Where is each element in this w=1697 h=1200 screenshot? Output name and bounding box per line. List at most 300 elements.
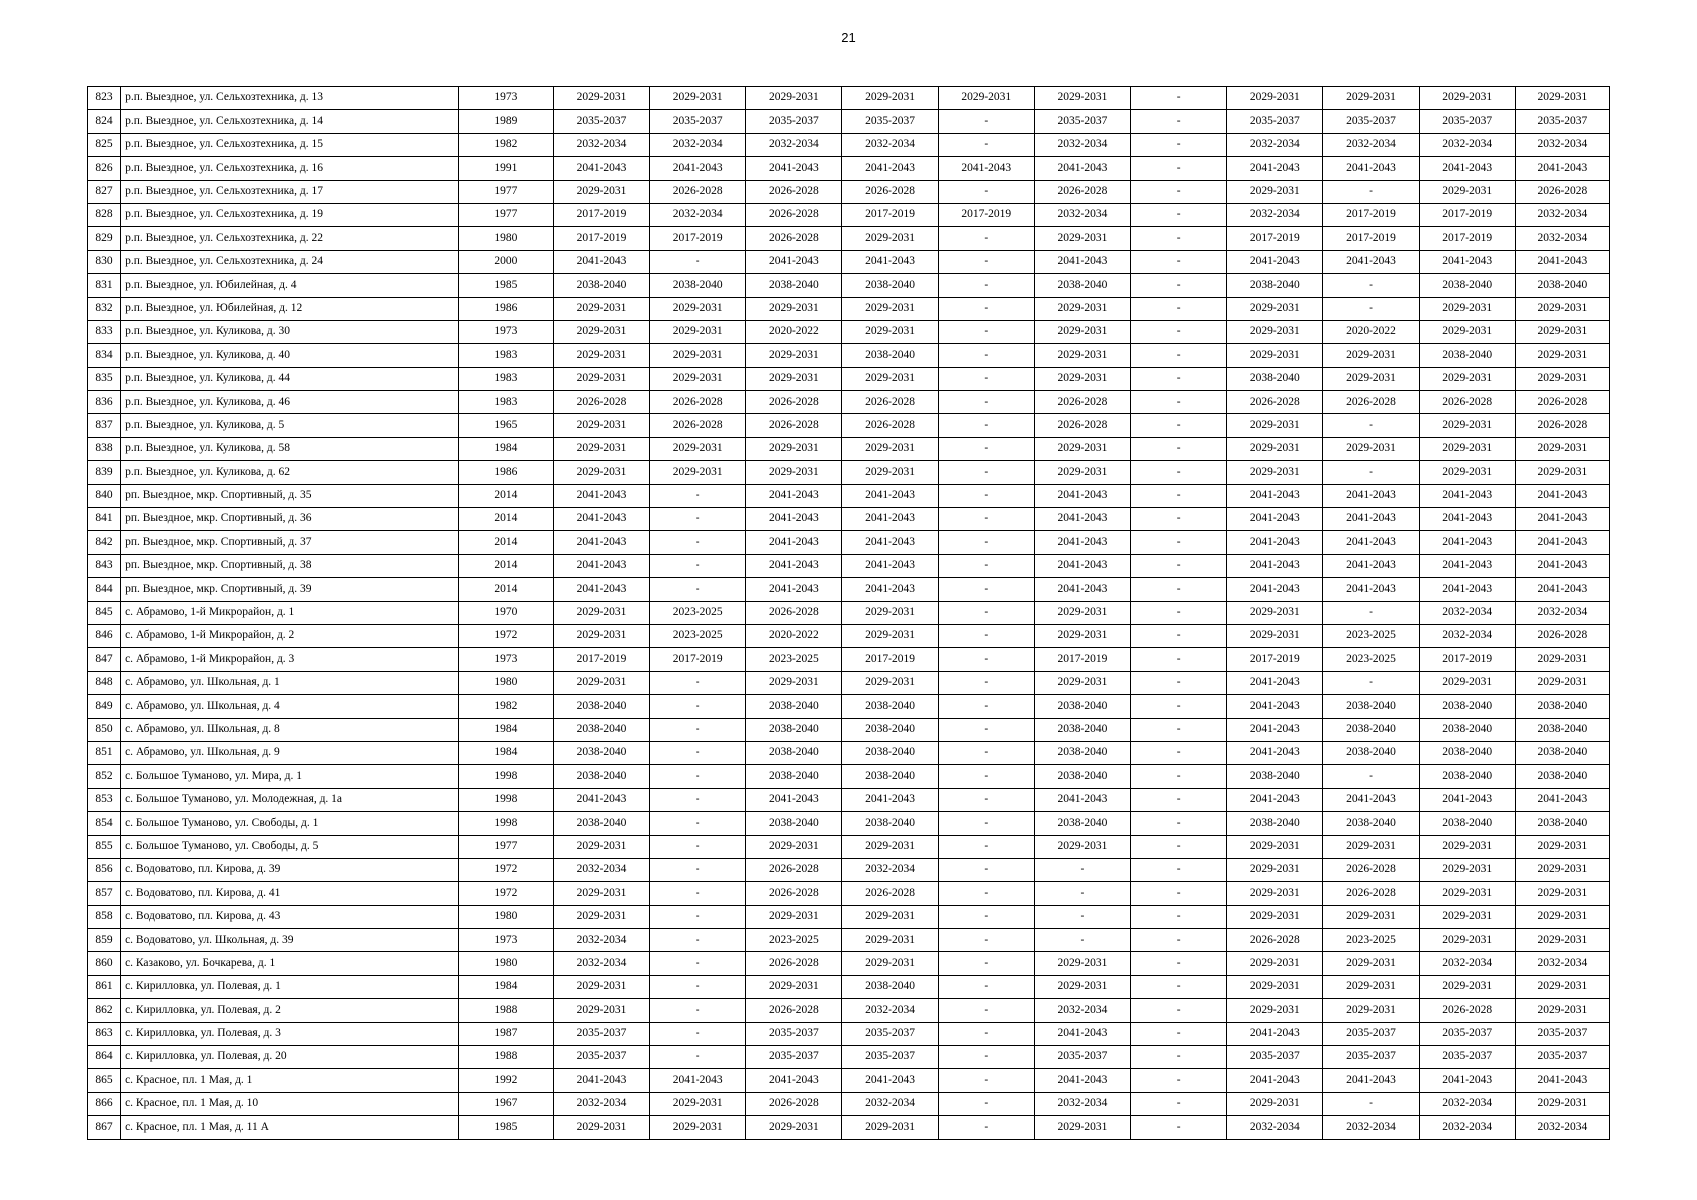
period-cell: 2029-2031 xyxy=(746,367,842,390)
period-cell: 2041-2043 xyxy=(842,531,938,554)
period-cell: 2041-2043 xyxy=(1515,578,1609,601)
period-cell: 2029-2031 xyxy=(650,344,746,367)
period-cell: 2026-2028 xyxy=(746,414,842,437)
year-cell: 1977 xyxy=(458,180,553,203)
period-cell: 2029-2031 xyxy=(746,975,842,998)
period-cell: 2029-2031 xyxy=(746,297,842,320)
period-cell: 2041-2043 xyxy=(1034,578,1130,601)
row-number-cell: 849 xyxy=(88,695,121,718)
period-cell: 2041-2043 xyxy=(746,484,842,507)
year-cell: 1980 xyxy=(458,952,553,975)
period-cell: - xyxy=(1131,344,1227,367)
period-cell: - xyxy=(1323,671,1419,694)
year-cell: 1973 xyxy=(458,87,553,110)
period-cell: - xyxy=(1131,1069,1227,1092)
period-cell: 2029-2031 xyxy=(1515,87,1609,110)
row-number-cell: 832 xyxy=(88,297,121,320)
period-cell: - xyxy=(1131,508,1227,531)
period-cell: 2041-2043 xyxy=(1515,554,1609,577)
period-cell: 2032-2034 xyxy=(1227,133,1323,156)
period-cell: 2029-2031 xyxy=(1515,975,1609,998)
period-cell: 2017-2019 xyxy=(1227,648,1323,671)
period-cell: 2029-2031 xyxy=(1034,437,1130,460)
period-cell: 2026-2028 xyxy=(842,180,938,203)
year-cell: 1984 xyxy=(458,437,553,460)
period-cell: 2029-2031 xyxy=(1227,297,1323,320)
period-cell: 2035-2037 xyxy=(1323,110,1419,133)
table-row xyxy=(88,578,1610,601)
period-cell: - xyxy=(1131,624,1227,647)
period-cell: 2029-2031 xyxy=(1034,624,1130,647)
period-cell: 2029-2031 xyxy=(842,461,938,484)
period-cell: - xyxy=(1131,391,1227,414)
period-cell: 2029-2031 xyxy=(1227,461,1323,484)
row-number-cell: 858 xyxy=(88,905,121,928)
period-cell: - xyxy=(650,905,746,928)
period-cell: - xyxy=(1034,905,1130,928)
row-number-cell: 839 xyxy=(88,461,121,484)
table-row xyxy=(88,437,1610,460)
period-cell: 2023-2025 xyxy=(746,648,842,671)
period-cell: 2026-2028 xyxy=(746,1092,842,1115)
period-cell: - xyxy=(1131,554,1227,577)
period-cell: 2029-2031 xyxy=(1515,297,1609,320)
period-cell: 2029-2031 xyxy=(1034,671,1130,694)
period-cell: 2041-2043 xyxy=(1227,157,1323,180)
period-cell: 2038-2040 xyxy=(746,718,842,741)
period-cell: 2041-2043 xyxy=(1419,788,1515,811)
row-number-cell: 834 xyxy=(88,344,121,367)
period-cell: 2041-2043 xyxy=(842,578,938,601)
period-cell: 2029-2031 xyxy=(650,1092,746,1115)
period-cell: 2032-2034 xyxy=(553,1092,649,1115)
period-cell: - xyxy=(1131,484,1227,507)
period-cell: 2029-2031 xyxy=(553,671,649,694)
period-cell: 2029-2031 xyxy=(842,87,938,110)
period-cell: 2032-2034 xyxy=(553,929,649,952)
period-cell: 2017-2019 xyxy=(650,227,746,250)
period-cell: 2029-2031 xyxy=(1419,461,1515,484)
period-cell: 2032-2034 xyxy=(553,858,649,881)
period-cell: 2029-2031 xyxy=(1515,882,1609,905)
period-cell: - xyxy=(1131,320,1227,343)
period-cell: 2026-2028 xyxy=(650,391,746,414)
period-cell: 2038-2040 xyxy=(842,741,938,764)
table-row xyxy=(88,1046,1610,1069)
period-cell: - xyxy=(938,110,1034,133)
period-cell: - xyxy=(1034,882,1130,905)
period-cell: 2029-2031 xyxy=(553,461,649,484)
period-cell: - xyxy=(1131,718,1227,741)
period-cell: 2020-2022 xyxy=(746,320,842,343)
row-number-cell: 850 xyxy=(88,718,121,741)
table-row xyxy=(88,227,1610,250)
period-cell: - xyxy=(938,274,1034,297)
period-cell: 2029-2031 xyxy=(650,297,746,320)
year-cell: 1972 xyxy=(458,882,553,905)
period-cell: - xyxy=(650,999,746,1022)
period-cell: 2029-2031 xyxy=(842,437,938,460)
table-row xyxy=(88,484,1610,507)
period-cell: 2029-2031 xyxy=(1515,461,1609,484)
period-cell: 2029-2031 xyxy=(553,367,649,390)
row-number-cell: 862 xyxy=(88,999,121,1022)
period-cell: 2041-2043 xyxy=(1227,1022,1323,1045)
address-cell: с. Красное, пл. 1 Мая, д. 10 xyxy=(121,1092,459,1115)
period-cell: 2038-2040 xyxy=(553,741,649,764)
row-number-cell: 835 xyxy=(88,367,121,390)
period-cell: 2032-2034 xyxy=(1419,601,1515,624)
period-cell: 2026-2028 xyxy=(650,180,746,203)
address-cell: с. Кирилловка, ул. Полевая, д. 1 xyxy=(121,975,459,998)
period-cell: - xyxy=(650,554,746,577)
period-cell: - xyxy=(1131,788,1227,811)
period-cell: 2032-2034 xyxy=(1419,1116,1515,1139)
period-cell: 2035-2037 xyxy=(1227,110,1323,133)
period-cell: 2029-2031 xyxy=(1227,601,1323,624)
table-row xyxy=(88,858,1610,881)
row-number-cell: 855 xyxy=(88,835,121,858)
period-cell: 2029-2031 xyxy=(1323,952,1419,975)
row-number-cell: 844 xyxy=(88,578,121,601)
period-cell: 2038-2040 xyxy=(1227,765,1323,788)
period-cell: 2029-2031 xyxy=(1227,835,1323,858)
period-cell: 2017-2019 xyxy=(1034,648,1130,671)
period-cell: 2017-2019 xyxy=(938,203,1034,226)
row-number-cell: 865 xyxy=(88,1069,121,1092)
period-cell: 2041-2043 xyxy=(1323,484,1419,507)
table-row xyxy=(88,882,1610,905)
period-cell: - xyxy=(938,741,1034,764)
table-row xyxy=(88,367,1610,390)
address-cell: с. Абрамово, ул. Школьная, д. 8 xyxy=(121,718,459,741)
period-cell: 2038-2040 xyxy=(1227,274,1323,297)
period-cell: 2029-2031 xyxy=(1034,320,1130,343)
period-cell: 2020-2022 xyxy=(746,624,842,647)
address-cell: с. Кирилловка, ул. Полевая, д. 20 xyxy=(121,1046,459,1069)
period-cell: 2029-2031 xyxy=(1419,882,1515,905)
table-row xyxy=(88,1092,1610,1115)
period-cell: 2041-2043 xyxy=(1515,1069,1609,1092)
period-cell: - xyxy=(938,554,1034,577)
period-cell: 2032-2034 xyxy=(1515,952,1609,975)
address-cell: р.п. Выездное, ул. Куликова, д. 30 xyxy=(121,320,459,343)
period-cell: 2029-2031 xyxy=(650,367,746,390)
period-cell: 2029-2031 xyxy=(1419,671,1515,694)
year-cell: 1992 xyxy=(458,1069,553,1092)
period-cell: 2032-2034 xyxy=(746,133,842,156)
address-cell: с. Кирилловка, ул. Полевая, д. 2 xyxy=(121,999,459,1022)
period-cell: 2041-2043 xyxy=(1515,484,1609,507)
address-cell: р.п. Выездное, ул. Сельхозтехника, д. 17 xyxy=(121,180,459,203)
address-cell: р.п. Выездное, ул. Куликова, д. 62 xyxy=(121,461,459,484)
period-cell: 2029-2031 xyxy=(1515,999,1609,1022)
period-cell: 2029-2031 xyxy=(650,437,746,460)
period-cell: 2029-2031 xyxy=(746,905,842,928)
period-cell: 2029-2031 xyxy=(1034,227,1130,250)
period-cell: 2035-2037 xyxy=(842,1046,938,1069)
period-cell: - xyxy=(1131,671,1227,694)
period-cell: - xyxy=(1131,461,1227,484)
period-cell: 2029-2031 xyxy=(746,87,842,110)
period-cell: 2038-2040 xyxy=(1419,765,1515,788)
year-cell: 1980 xyxy=(458,227,553,250)
period-cell: 2029-2031 xyxy=(1323,835,1419,858)
period-cell: - xyxy=(1131,227,1227,250)
table-row xyxy=(88,601,1610,624)
table-row xyxy=(88,624,1610,647)
period-cell: 2041-2043 xyxy=(553,484,649,507)
period-cell: - xyxy=(938,414,1034,437)
period-cell: 2038-2040 xyxy=(746,765,842,788)
period-cell: - xyxy=(1323,274,1419,297)
period-cell: 2023-2025 xyxy=(650,601,746,624)
period-cell: - xyxy=(1323,765,1419,788)
period-cell: - xyxy=(1131,695,1227,718)
period-cell: 2029-2031 xyxy=(553,344,649,367)
period-cell: 2032-2034 xyxy=(842,999,938,1022)
period-cell: 2029-2031 xyxy=(1227,414,1323,437)
page-number: 21 xyxy=(841,30,856,45)
period-cell: - xyxy=(1131,835,1227,858)
period-cell: 2032-2034 xyxy=(650,203,746,226)
period-cell: 2032-2034 xyxy=(1515,601,1609,624)
row-number-cell: 856 xyxy=(88,858,121,881)
year-cell: 1989 xyxy=(458,110,553,133)
period-cell: 2041-2043 xyxy=(1227,788,1323,811)
address-cell: с. Абрамово, ул. Школьная, д. 1 xyxy=(121,671,459,694)
period-cell: 2029-2031 xyxy=(553,882,649,905)
period-cell: 2038-2040 xyxy=(842,274,938,297)
period-cell: - xyxy=(1323,601,1419,624)
period-cell: 2026-2028 xyxy=(1227,391,1323,414)
period-cell: - xyxy=(1323,180,1419,203)
period-cell: - xyxy=(650,975,746,998)
period-cell: - xyxy=(1131,250,1227,273)
address-cell: рп. Выездное, мкр. Спортивный, д. 37 xyxy=(121,531,459,554)
period-cell: 2017-2019 xyxy=(650,648,746,671)
period-cell: - xyxy=(1131,578,1227,601)
period-cell: 2029-2031 xyxy=(553,999,649,1022)
period-cell: 2041-2043 xyxy=(553,157,649,180)
period-cell: 2041-2043 xyxy=(746,554,842,577)
period-cell: - xyxy=(650,718,746,741)
period-cell: 2038-2040 xyxy=(1227,812,1323,835)
period-cell: 2035-2037 xyxy=(1034,110,1130,133)
period-cell: - xyxy=(650,929,746,952)
period-cell: 2032-2034 xyxy=(1515,133,1609,156)
period-cell: - xyxy=(1131,87,1227,110)
period-cell: 2029-2031 xyxy=(842,929,938,952)
period-cell: 2026-2028 xyxy=(746,227,842,250)
period-cell: 2029-2031 xyxy=(1515,1092,1609,1115)
year-cell: 1985 xyxy=(458,274,553,297)
period-cell: 2041-2043 xyxy=(1227,695,1323,718)
year-cell: 1984 xyxy=(458,741,553,764)
table-row xyxy=(88,344,1610,367)
period-cell: 2038-2040 xyxy=(650,274,746,297)
period-cell: 2029-2031 xyxy=(553,601,649,624)
period-cell: - xyxy=(650,788,746,811)
period-cell: 2029-2031 xyxy=(1323,975,1419,998)
period-cell: 2029-2031 xyxy=(842,624,938,647)
period-cell: 2038-2040 xyxy=(1034,274,1130,297)
period-cell: 2029-2031 xyxy=(1419,87,1515,110)
table-row xyxy=(88,274,1610,297)
period-cell: 2038-2040 xyxy=(1034,695,1130,718)
year-cell: 1973 xyxy=(458,648,553,671)
address-cell: р.п. Выездное, ул. Куликова, д. 44 xyxy=(121,367,459,390)
period-cell: 2029-2031 xyxy=(1419,414,1515,437)
address-cell: с. Абрамово, 1-й Микрорайон, д. 1 xyxy=(121,601,459,624)
period-cell: - xyxy=(1131,1046,1227,1069)
period-cell: 2029-2031 xyxy=(938,87,1034,110)
period-cell: 2032-2034 xyxy=(842,858,938,881)
row-number-cell: 847 xyxy=(88,648,121,671)
table-row xyxy=(88,157,1610,180)
period-cell: 2041-2043 xyxy=(1227,250,1323,273)
period-cell: 2029-2031 xyxy=(1515,367,1609,390)
period-cell: 2026-2028 xyxy=(1034,180,1130,203)
period-cell: 2029-2031 xyxy=(650,461,746,484)
period-cell: 2029-2031 xyxy=(1419,835,1515,858)
period-cell: 2026-2028 xyxy=(1034,414,1130,437)
period-cell: 2041-2043 xyxy=(746,578,842,601)
period-cell: 2038-2040 xyxy=(842,812,938,835)
period-cell: 2029-2031 xyxy=(842,601,938,624)
period-cell: 2029-2031 xyxy=(842,227,938,250)
period-cell: 2026-2028 xyxy=(746,391,842,414)
period-cell: - xyxy=(650,741,746,764)
period-cell: - xyxy=(938,999,1034,1022)
table-row xyxy=(88,461,1610,484)
period-cell: 2032-2034 xyxy=(842,1092,938,1115)
period-cell: 2029-2031 xyxy=(1419,180,1515,203)
period-cell: - xyxy=(1131,297,1227,320)
address-cell: с. Красное, пл. 1 Мая, д. 1 xyxy=(121,1069,459,1092)
period-cell: 2032-2034 xyxy=(1034,999,1130,1022)
row-number-cell: 836 xyxy=(88,391,121,414)
year-cell: 1998 xyxy=(458,788,553,811)
year-cell: 1982 xyxy=(458,133,553,156)
period-cell: 2029-2031 xyxy=(746,461,842,484)
address-cell: р.п. Выездное, ул. Куликова, д. 58 xyxy=(121,437,459,460)
row-number-cell: 846 xyxy=(88,624,121,647)
period-cell: 2038-2040 xyxy=(1034,812,1130,835)
period-cell: - xyxy=(1131,1092,1227,1115)
period-cell: 2029-2031 xyxy=(842,671,938,694)
table-row xyxy=(88,297,1610,320)
period-cell: 2029-2031 xyxy=(1227,180,1323,203)
period-cell: 2029-2031 xyxy=(1034,975,1130,998)
period-cell: - xyxy=(1131,133,1227,156)
period-cell: 2029-2031 xyxy=(1419,929,1515,952)
period-cell: - xyxy=(938,367,1034,390)
period-cell: 2041-2043 xyxy=(842,484,938,507)
period-cell: 2026-2028 xyxy=(842,882,938,905)
period-cell: 2029-2031 xyxy=(1515,648,1609,671)
address-cell: с. Казаково, ул. Бочкарева, д. 1 xyxy=(121,952,459,975)
period-cell: 2041-2043 xyxy=(842,788,938,811)
period-cell: 2038-2040 xyxy=(1323,741,1419,764)
period-cell: 2029-2031 xyxy=(842,367,938,390)
period-cell: 2017-2019 xyxy=(553,648,649,671)
period-cell: 2029-2031 xyxy=(553,975,649,998)
period-cell: 2029-2031 xyxy=(1034,601,1130,624)
table-row xyxy=(88,812,1610,835)
period-cell: - xyxy=(938,180,1034,203)
year-cell: 1986 xyxy=(458,297,553,320)
table-row xyxy=(88,180,1610,203)
period-cell: 2032-2034 xyxy=(553,952,649,975)
period-cell: - xyxy=(1131,414,1227,437)
table-row xyxy=(88,975,1610,998)
year-cell: 1973 xyxy=(458,929,553,952)
address-cell: с. Водоватово, пл. Кирова, д. 41 xyxy=(121,882,459,905)
period-cell: 2041-2043 xyxy=(1227,578,1323,601)
address-cell: р.п. Выездное, ул. Сельхозтехника, д. 19 xyxy=(121,203,459,226)
period-cell: 2020-2022 xyxy=(1323,320,1419,343)
year-cell: 1972 xyxy=(458,624,553,647)
row-number-cell: 831 xyxy=(88,274,121,297)
period-cell: - xyxy=(938,812,1034,835)
period-cell: 2032-2034 xyxy=(1419,952,1515,975)
row-number-cell: 826 xyxy=(88,157,121,180)
period-cell: - xyxy=(938,952,1034,975)
period-cell: 2041-2043 xyxy=(1323,157,1419,180)
period-cell: 2029-2031 xyxy=(1515,437,1609,460)
period-cell: - xyxy=(938,788,1034,811)
period-cell: - xyxy=(938,975,1034,998)
period-cell: - xyxy=(938,531,1034,554)
address-cell: р.п. Выездное, ул. Юбилейная, д. 4 xyxy=(121,274,459,297)
period-cell: 2038-2040 xyxy=(1034,765,1130,788)
period-cell: 2029-2031 xyxy=(1227,344,1323,367)
table-row xyxy=(88,554,1610,577)
period-cell: - xyxy=(650,250,746,273)
period-cell: - xyxy=(1131,648,1227,671)
period-cell: - xyxy=(650,531,746,554)
period-cell: 2041-2043 xyxy=(1515,250,1609,273)
period-cell: 2026-2028 xyxy=(1419,999,1515,1022)
period-cell: - xyxy=(938,765,1034,788)
period-cell: - xyxy=(938,133,1034,156)
row-number-cell: 843 xyxy=(88,554,121,577)
row-number-cell: 833 xyxy=(88,320,121,343)
period-cell: 2041-2043 xyxy=(842,508,938,531)
period-cell: 2041-2043 xyxy=(1323,531,1419,554)
period-cell: 2038-2040 xyxy=(1323,695,1419,718)
period-cell: 2026-2028 xyxy=(746,952,842,975)
period-cell: - xyxy=(938,508,1034,531)
period-cell: 2041-2043 xyxy=(650,1069,746,1092)
year-cell: 1967 xyxy=(458,1092,553,1115)
period-cell: - xyxy=(650,1022,746,1045)
address-cell: с. Водоватово, пл. Кирова, д. 43 xyxy=(121,905,459,928)
period-cell: 2029-2031 xyxy=(1034,344,1130,367)
period-cell: 2035-2037 xyxy=(1515,110,1609,133)
row-number-cell: 860 xyxy=(88,952,121,975)
address-cell: с. Кирилловка, ул. Полевая, д. 3 xyxy=(121,1022,459,1045)
period-cell: 2041-2043 xyxy=(1034,157,1130,180)
period-cell: 2041-2043 xyxy=(1227,1069,1323,1092)
table-row xyxy=(88,391,1610,414)
period-cell: 2041-2043 xyxy=(1419,157,1515,180)
period-cell: 2029-2031 xyxy=(1515,905,1609,928)
period-cell: 2041-2043 xyxy=(1034,250,1130,273)
period-cell: - xyxy=(1131,741,1227,764)
period-cell: 2041-2043 xyxy=(1034,1022,1130,1045)
